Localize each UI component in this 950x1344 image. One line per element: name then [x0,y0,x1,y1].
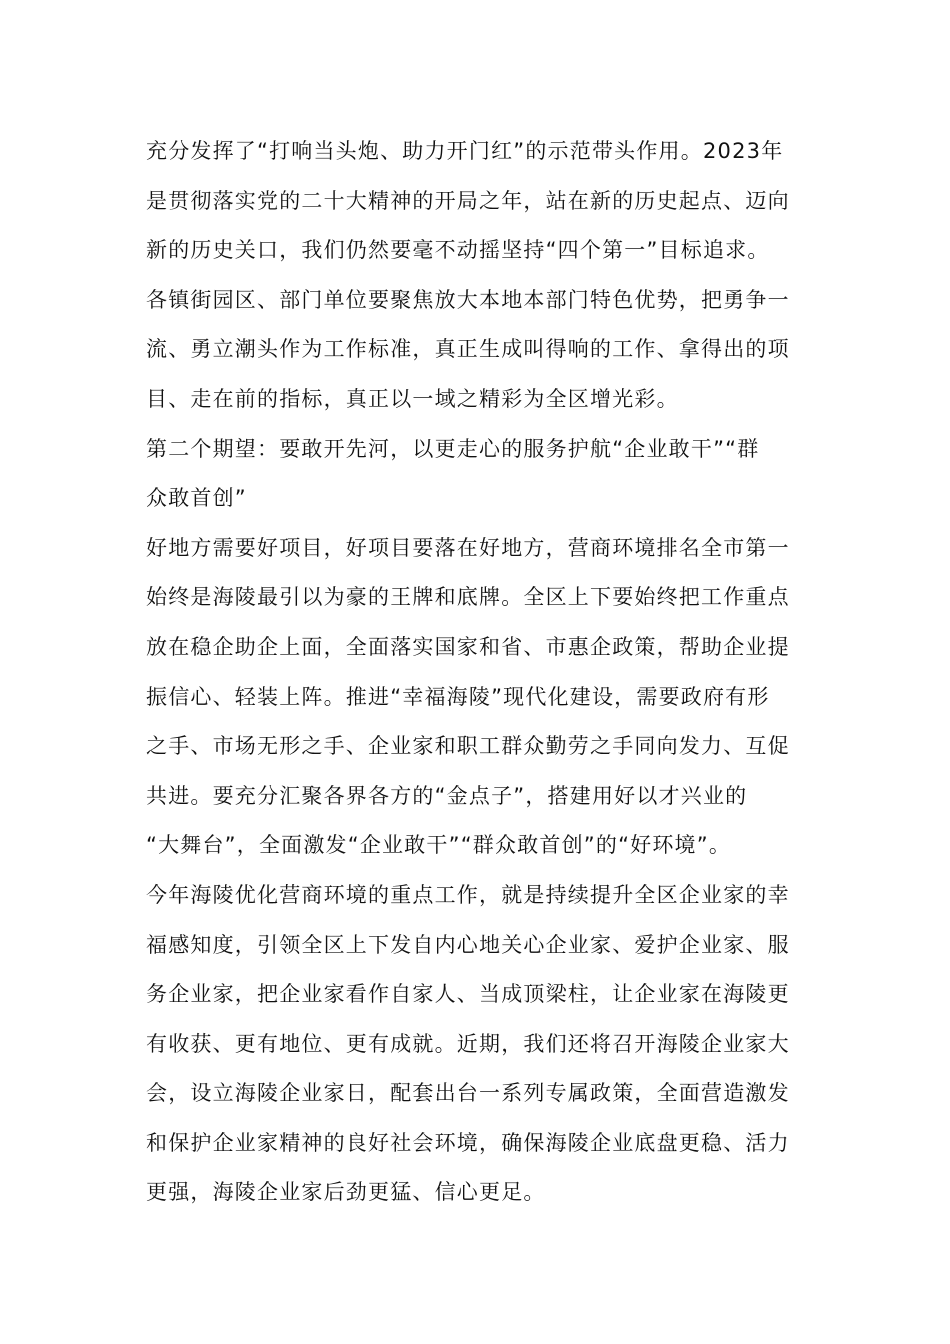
text-line: 之手、市场无形之手、企业家和职工群众勤劳之手同向发力、互促 [146,734,790,759]
text-line: 更强，海陵企业家后劲更猛、信心更足。 [146,1180,546,1205]
text-line: 共进。要充分汇聚各界各方的“金点子”，搭建用好以才兴业的 [146,783,748,808]
text-line: 有收获、更有地位、更有成就。近期，我们还将召开海陵企业家大 [146,1031,790,1056]
text-line: 始终是海陵最引以为豪的王牌和底牌。全区上下要始终把工作重点 [146,585,790,610]
text-line: 务企业家，把企业家看作自家人、当成顶梁柱，让企业家在海陵更 [146,982,790,1007]
text-line: 会，设立海陵企业家日，配套出台一系列专属政策，全面营造激发 [146,1081,790,1106]
section-heading-line: 第二个期望：要敢开先河，以更走心的服务护航“企业敢干”“群 [146,436,760,461]
text-line: 今年海陵优化营商环境的重点工作，就是持续提升全区企业家的幸 [146,882,790,907]
section-heading-line: 众敢首创” [146,486,247,511]
text-line: 目、走在前的指标，真正以一域之精彩为全区增光彩。 [146,386,679,411]
text-line: 充分发挥了“打响当头炮、助力开门红”的示范带头作用。2023年 [146,139,784,163]
text-line: 放在稳企助企上面，全面落实国家和省、市惠企政策，帮助企业提 [146,634,790,659]
text-line: “大舞台”，全面激发“企业敢干”“群众敢首创”的“好环境”。 [146,833,732,858]
body-text [146,127,846,1218]
text-line: 振信心、轻装上阵。推进“幸福海陵”现代化建设，需要政府有形 [146,684,770,709]
text-line: 各镇街园区、部门单位要聚焦放大本地本部门特色优势，把勇争一 [146,287,790,312]
text-line: 和保护企业家精神的良好社会环境，确保海陵企业底盘更稳、活力 [146,1130,790,1155]
text-line: 好地方需要好项目，好项目要落在好地方，营商环境排名全市第一 [146,535,790,560]
text-line: 流、勇立潮头作为工作标准，真正生成叫得响的工作、拿得出的项 [146,337,790,362]
text-line: 是贯彻落实党的二十大精神的开局之年，站在新的历史起点、迈向 [146,188,790,213]
text-line: 新的历史关口，我们仍然要毫不动摇坚持“四个第一”目标追求。 [146,238,770,263]
text-line: 福感知度，引领全区上下发自内心地关心企业家、爱护企业家、服 [146,932,790,957]
